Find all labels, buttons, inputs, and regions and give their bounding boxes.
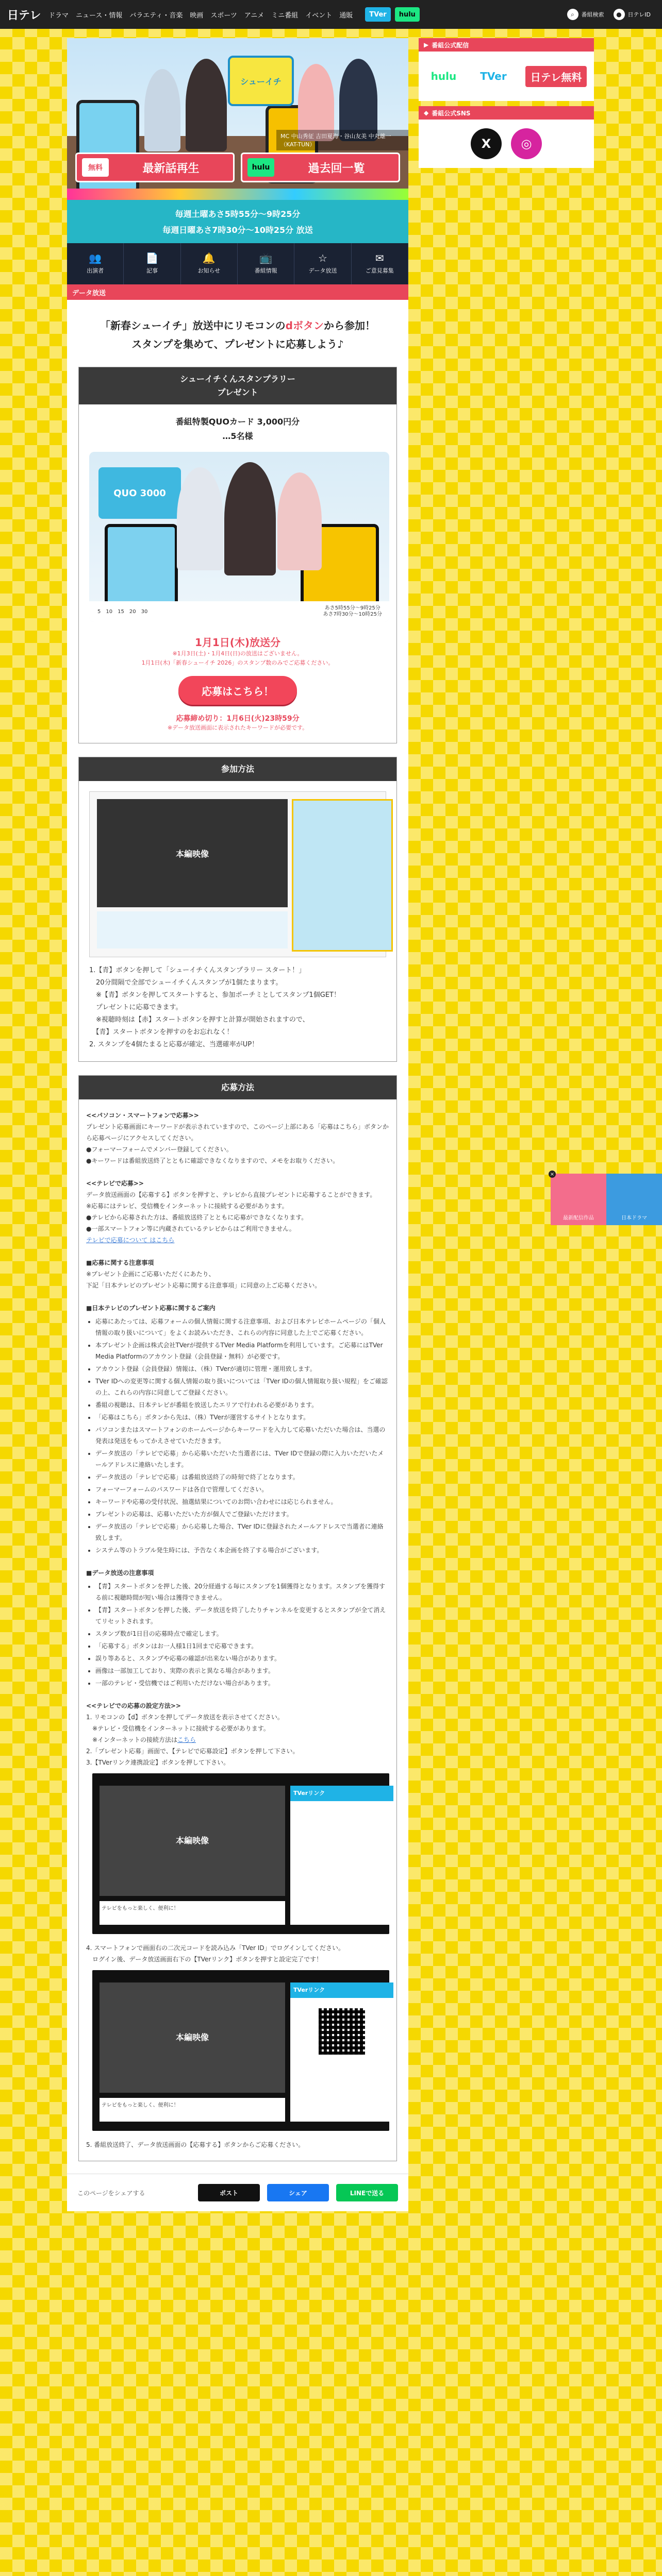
how-to-join-image	[89, 791, 386, 957]
hero-mc-info: MC 中山秀征 吉田夏海・谷山友美 中丸雄一（KAT-TUN）	[276, 130, 408, 150]
screen-1-side	[290, 1786, 393, 1925]
article-icon: 📄	[145, 252, 159, 264]
data-broadcast-panel	[292, 799, 393, 952]
tv-line-2: ●テレビから応募された方は、番組放送終了とともに応募ができなくなります。	[86, 1214, 308, 1221]
time-label-0: 5	[97, 608, 101, 615]
past-episodes-label: 過去回一覧	[308, 162, 365, 175]
tv-apply-link[interactable]: テレビで応募について はこちら	[86, 1236, 175, 1244]
present-card	[78, 367, 397, 743]
nav-item-3[interactable]: 映画	[190, 11, 204, 20]
prize-image-schedule: あさ5時55分〜9時25分 あさ7時30分〜10時25分	[323, 605, 382, 617]
tv-step-1: 1. リモコンの【d】ボタンを押してデータ放送を表示させてください。	[86, 1714, 284, 1721]
data-note-0: • 【青】スタートボタンを押した後、20分経過する毎にスタンプを1個獲得となります。スタンプを獲得する前に視聴時間が短い場合は獲得できません。	[95, 1581, 389, 1603]
host-person-4	[339, 59, 377, 141]
line-send-button[interactable]: LINEで送る	[336, 2184, 398, 2201]
how-step-3: プレゼントに応募できます。	[89, 1004, 183, 1011]
facebook-share-button[interactable]: シェア	[267, 2184, 329, 2201]
how-step-6: 2. スタンプを4個たまると応募が確定、当選確率がUP！	[89, 1041, 259, 1048]
time-label-3: 20	[129, 608, 136, 615]
free-tag: 無料	[82, 158, 109, 177]
content-body	[67, 300, 408, 2174]
tab-0[interactable]	[67, 243, 124, 284]
user-icon: ●	[614, 9, 625, 20]
schedule-line-2: 毎週日曜あさ7時30分〜10時25分 放送	[162, 225, 313, 235]
tab-label-4: データ放送	[308, 267, 337, 274]
data-note-2: • スタンプ数が1日目の応募時点で確定します。	[95, 1628, 389, 1639]
tab-4[interactable]	[294, 243, 351, 284]
note-item-9: • フォーマーフォームのパスワードは各自で管理してください。	[95, 1484, 389, 1495]
screen-1-main: 本編映像	[100, 1786, 285, 1896]
tab-label-5: ご意見募集	[365, 267, 394, 274]
people-icon: 👥	[89, 252, 102, 264]
present-title: プレゼント	[217, 387, 258, 397]
nav-items	[48, 10, 353, 20]
broadcast-schedule	[67, 200, 408, 243]
how-step-1: 20分間隔で全部でシューイチくんスタンプが1個たまります。	[89, 979, 283, 987]
mail-icon: ✉	[375, 252, 384, 264]
distribution-logo-0[interactable]: hulu	[426, 67, 462, 86]
instagram-icon[interactable]: ◎	[511, 128, 542, 159]
panel-bottom-strip	[97, 911, 288, 948]
distribution-logo-2[interactable]: 日テレ無料	[525, 66, 587, 87]
how-to-join-header: 参加方法	[79, 757, 396, 781]
ad-left: 最新配信作品	[551, 1174, 606, 1225]
qr-code	[319, 2008, 365, 2055]
data-notes-list	[86, 1581, 389, 1689]
tab-label-0: 出演者	[87, 267, 104, 274]
ad-right: 日本ドラマ	[606, 1174, 662, 1225]
host-person-2	[186, 59, 227, 151]
apply-method-header: 応募方法	[79, 1076, 396, 1099]
tv-step-2: 2.「プレゼント応募」画面で、【テレビで応募設定】ボタンを押して下さい。	[86, 1748, 299, 1755]
hulu-tag: hulu	[247, 158, 274, 177]
how-steps	[89, 964, 386, 1051]
nav-right-label-0: 番組検索	[581, 11, 604, 18]
how-step-2: ※【青】ボタンを押してスタートすると、参加ポーチミとしてスタンプ1個GET！	[89, 991, 341, 999]
tv-line-0: データ放送画面の【応募する】ボタンを押すと、テレビから直接プレゼントに応募することができます。	[86, 1191, 376, 1198]
x-post-button[interactable]: ポスト	[198, 2184, 260, 2201]
tv-step-4-note: ログイン後、データ放送画面右下の【TVerリンク】ボタンを押すと設定完了です！	[86, 1956, 323, 1963]
hero-buttons	[67, 152, 408, 184]
tab-2[interactable]	[181, 243, 238, 284]
prize-line-2: …5名様	[222, 431, 253, 441]
apply-button[interactable]: 応募はこちら！	[178, 676, 297, 705]
past-episodes-button[interactable]	[241, 152, 400, 182]
nav-item-4[interactable]: スポーツ	[210, 11, 237, 20]
data-note-3: • 「応募する」ボタンはお一人様1日1回まで応募できます。	[95, 1640, 389, 1652]
share-bar	[67, 2174, 408, 2211]
nav-right-1[interactable]	[614, 9, 651, 20]
nav-brand-hulu[interactable]: hulu	[395, 7, 420, 22]
section-label: データ放送	[67, 284, 408, 300]
nav-item-0[interactable]: ドラマ	[48, 11, 69, 20]
time-label-2: 15	[118, 608, 124, 615]
intro-line-2: スタンプを集めて、プレゼントに応募しよう♪	[131, 338, 344, 350]
screen-2-side-title: TVerリンク	[290, 1982, 393, 1998]
show-logo-sign: シューイチ	[228, 56, 294, 106]
search-icon: ⌕	[567, 9, 578, 20]
tv-line-3: ●一部スマートフォン等に内蔵されているテレビからはご利用できません。	[86, 1225, 295, 1232]
how-to-join-card	[78, 757, 397, 1062]
tab-1[interactable]	[124, 243, 180, 284]
data-note-1: • 【青】スタートボタンを押した後、データ放送を終了したりチャンネルを変更するとスタンプが全て消えてリセットされます。	[95, 1604, 389, 1627]
tv-head: <<テレビで応募>>	[86, 1180, 144, 1187]
tv-step-4: 4. スマートフォンで画面右の二次元コードを読み込み「TVer ID」でログインしてください。	[86, 1944, 344, 1952]
note-item-12: • データ放送の「テレビで応募」から応募した場合、TVer IDに登録されたメールアドレスで当選者に連絡致します。	[95, 1521, 389, 1544]
screen-2-caption: テレビをもっと楽しく、便利に！	[100, 2098, 285, 2122]
screen-1-side-title: TVerリンク	[290, 1786, 393, 1801]
how-step-5: 【青】スタートボタンを押すのをお忘れなく！	[89, 1028, 234, 1036]
deadline-note: ※データ放送画面に表示されたキーワードが必要です。	[167, 724, 308, 731]
broadcast-date: 1月1日(木)放送分	[194, 636, 281, 649]
tv-step-1-link-text: ※インターネットの接続方法は	[86, 1736, 177, 1743]
program-tabs	[67, 243, 408, 284]
note-item-2: • アカウント登録（会員登録）情報は、（株）TVerが適切に管理・運用致します。	[95, 1363, 389, 1375]
x-icon[interactable]: X	[471, 128, 502, 159]
tab-3[interactable]	[238, 243, 294, 284]
nav-brand-tver[interactable]: TVer	[365, 7, 390, 22]
top-nav	[0, 0, 662, 29]
screen-1-caption: テレビをもっと楽しく、便利に！	[100, 1901, 285, 1925]
prize-person-2	[224, 462, 276, 575]
apply-method-card	[78, 1075, 397, 2161]
screen-2-main: 本編映像	[100, 1982, 285, 2093]
time-label-1: 10	[106, 608, 113, 615]
nav-right-label-1: 日テレID	[627, 11, 651, 18]
tab-label-3: 番組情報	[254, 267, 277, 274]
stamp-rally-title: シューイチくんスタンプラリー	[180, 374, 295, 384]
intro-line-1c: から参加！	[323, 319, 375, 332]
apply-method-box	[79, 1099, 396, 2161]
intro-line-1a: 「新春シューイチ」放送中にリモコンの	[100, 319, 286, 332]
nav-right	[567, 9, 651, 20]
data-notes-head: ■データ放送の注意事項	[86, 1569, 154, 1577]
distribution-logos	[419, 52, 594, 101]
tv-step-1-note: ※テレビ・受信機をインターネットに接続する必要があります。	[86, 1725, 270, 1732]
nav-right-0[interactable]	[567, 9, 604, 20]
nav-item-6[interactable]: ミニ番組	[271, 11, 299, 20]
tv-lines	[86, 1189, 389, 1234]
intro-text	[78, 316, 397, 353]
latest-episode-button[interactable]	[75, 152, 235, 182]
star-icon: ☆	[318, 252, 327, 264]
tab-label-2: お知らせ	[197, 267, 221, 274]
tver-link-screen-1	[92, 1773, 389, 1934]
tv-step-3: 3.【TVerリンク連携設定】ボタンを押して下さい。	[86, 1759, 230, 1766]
note-item-8: • データ放送の「テレビで応募」は番組放送終了の時刻で終了となります。	[95, 1471, 389, 1483]
latest-episode-label: 最新話再生	[142, 162, 200, 175]
pc-line-2: ●キーワードは番組放送終了とともに確認できなくなりますので、メモをお取りください。	[86, 1157, 339, 1164]
pc-line-0: プレゼント応募画面にキーワードが表示されていますので、このページ上部にある「応募はこちら」ボタンから応募ページにアクセスしてください。	[86, 1123, 389, 1142]
nav-brands	[365, 7, 420, 22]
note-item-3: • TVer IDへの変更等に関する個人情報の取り扱いについては「TVer IDの個人情報取り扱い規程」をご確認の上、これらの内容に同意してご登録ください。	[95, 1376, 389, 1398]
hero-color-strip	[67, 189, 408, 200]
tab-5[interactable]	[352, 243, 408, 284]
tv-icon: 📺	[259, 252, 273, 264]
nav-item-7[interactable]: イベント	[305, 11, 333, 20]
data-note-4: • 誤り等あると、スタンプや応募の確認が出来ない場合があります。	[95, 1653, 389, 1664]
nav-item-1[interactable]: ニュース・情報	[76, 11, 123, 20]
sns-links	[419, 120, 594, 168]
official-sns-head	[419, 106, 594, 120]
data-note-6: • 一部のテレビ・受信機ではご利用いただけない場合があります。	[95, 1677, 389, 1689]
official-distribution-head	[419, 38, 594, 52]
share-label: このページをシェアする	[77, 2189, 145, 2197]
prize-image-timeline	[89, 601, 389, 622]
host-person-1	[144, 69, 180, 151]
present-card-header	[79, 367, 396, 404]
ntv-logo[interactable]: 日テレ	[7, 9, 41, 22]
schedule-line-1: 毎週土曜あさ5時55分〜9時25分	[175, 209, 301, 219]
main-screen-mock: 本編映像	[97, 799, 288, 907]
bell-icon: 🔔	[202, 252, 216, 264]
prize-person-3	[277, 472, 322, 570]
note-item-1: • 本プレゼント企画は株式会社TVerが提供するTVer Media Platformを利用しています。ご応募にはTVer Media Platformのアカウント登録（会員登録・無料）が必要です。	[95, 1340, 389, 1362]
pc-lines	[86, 1121, 389, 1166]
note-item-4: • 番組の視聴は、日本テレビが番組を放送したエリアで行われる必要があります。	[95, 1399, 389, 1411]
distribution-logo-1[interactable]: TVer	[475, 67, 511, 86]
note-item-5: • 「応募はこちら」ボタンから先は、（株）TVerが運営するサイトとなります。	[95, 1412, 389, 1423]
pc-line-1: ●フォーマーフォームでメンバー登録してください。	[86, 1146, 233, 1153]
sns-icon: ◆	[424, 109, 429, 116]
tab-label-1: 記事	[146, 267, 158, 274]
prize-line-1: 番組特製QUOカード 3,000円分	[175, 417, 300, 427]
note-item-0: • 応募にあたっては、応募フォームの個人情報に関する注意事項、および日本テレビホームページの「個人情報の取り扱いについて」をよくお読みいただき、これらの内容に同意した上でご応募ください。	[95, 1316, 389, 1338]
note-item-7: • データ放送の「テレビで応募」から応募いただいた当選者には、TVer IDで登録の際に入力いただいたメールアドレスに連絡いたします。	[95, 1448, 389, 1470]
prize-image	[89, 452, 389, 622]
note-item-13: • システム等のトラブル発生時には、予告なく本企画を終了する場合がございます。	[95, 1545, 389, 1556]
notes-list	[86, 1316, 389, 1556]
intro-d-button-text: dボタン	[285, 319, 324, 332]
hero-banner	[67, 38, 408, 200]
note-item-11: • プレゼントの応募は、応募いただいた方が個人でご登録いただけます。	[95, 1509, 389, 1520]
official-distribution-title: 番組公式配信	[432, 41, 469, 49]
note-item-6: • パソコンまたはスマートフォンのホームページからキーワードを入力して応募いただいた場合は、当選の発表は発送をもってかえさせていただきます。	[95, 1424, 389, 1447]
prize-box	[79, 404, 396, 743]
pc-head: <<パソコン・スマートフォンで応募>>	[86, 1112, 199, 1119]
how-step-4: ※視聴時刻は【赤】スタートボタンを押すと計算が開始されますので、	[89, 1016, 309, 1024]
connection-link[interactable]: こちら	[177, 1736, 196, 1743]
official-sns-title: 番組公式SNS	[432, 109, 471, 117]
screen-2-side	[290, 1982, 393, 2122]
floating-ad[interactable]	[550, 1171, 662, 1225]
how-step-0: 1.【青】ボタンを押して「シューイチくんスタンプラリー スタート！」	[89, 967, 306, 974]
deadline: 応募締め切り：1月6日(火)23時59分	[176, 715, 300, 723]
data-note-5: • 画像は一部加工しており、実際の表示と異なる場合があります。	[95, 1665, 389, 1676]
nav-item-5[interactable]: アニメ	[244, 11, 264, 20]
date-note-2: 1月1日(木)「新春シューイチ 2026」のスタンプ数のみでご応募ください。	[141, 659, 334, 666]
nav-item-8[interactable]: 通販	[339, 11, 353, 20]
prize-person-1	[177, 467, 223, 570]
main-column	[67, 38, 408, 2211]
notes-head: ■応募に関する注意事項	[86, 1259, 154, 1266]
time-label-4: 30	[141, 608, 148, 615]
tv-steps-head: <<テレビでの応募の設定方法>>	[86, 1702, 181, 1709]
note-item-10: • キーワードや応募の受付状況、抽選結果についてのお問い合わせには応じられません。	[95, 1496, 389, 1507]
how-to-join-box	[79, 781, 396, 1061]
close-icon[interactable]: ×	[549, 1171, 556, 1178]
tv-line-1: ※応募にはテレビ、受信機をインターネットに接続する必要があります。	[86, 1202, 288, 1210]
prize-character-1	[105, 524, 178, 607]
tv-step-5: 5. 番組放送終了、データ放送画面の【応募する】ボタンからご応募ください。	[86, 2141, 305, 2148]
tv-icon: ▶	[424, 41, 429, 48]
notes-intro: ※プレゼント企画にご応募いただくにあたり、	[86, 1270, 215, 1278]
notes-sub: ■日本テレビのプレゼント応募に関するご案内	[86, 1304, 216, 1312]
date-note-1: ※1月3日(土)・1月4日(日)の放送はございません。	[172, 650, 303, 657]
nav-item-2[interactable]: バラエティ・音楽	[129, 11, 183, 20]
notes-intro-2: 下記「日本テレビのプレゼント応募に関する注意事項」に同意の上ご応募ください。	[86, 1282, 321, 1289]
quo-card: QUO 3000	[98, 467, 181, 519]
tv-step-1-link-row	[86, 1734, 389, 1745]
prize-name	[89, 415, 386, 444]
tver-link-screen-2	[92, 1970, 389, 2131]
sidebar	[419, 38, 594, 168]
